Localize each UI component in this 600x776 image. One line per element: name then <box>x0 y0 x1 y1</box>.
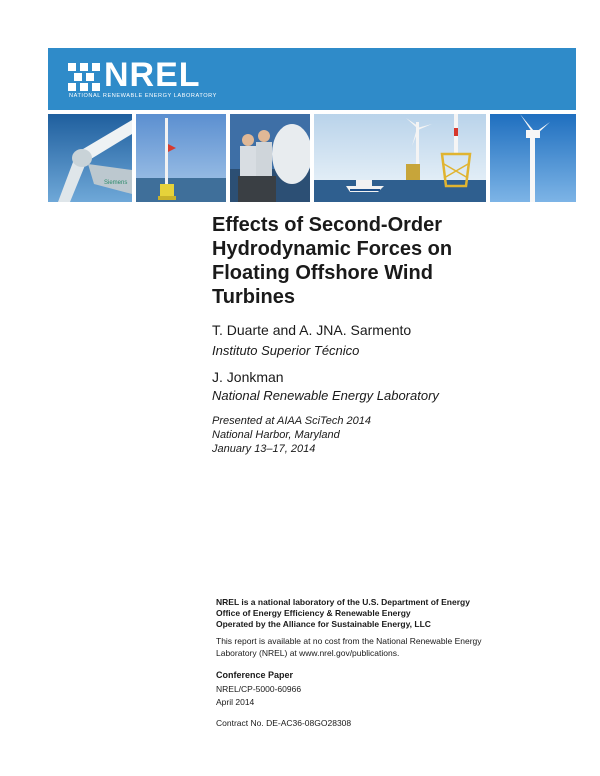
photo-workers <box>230 114 310 202</box>
contract-number: Contract No. DE-AC36-08GO28308 <box>216 718 352 728</box>
svg-text:Siemens: Siemens <box>104 180 128 186</box>
nrel-banner <box>48 48 576 110</box>
author-names: J. Jonkman <box>212 369 284 385</box>
lab-statement: Operated by the Alliance for Sustainable Energy, LLC <box>216 619 431 629</box>
nrel-logo <box>68 56 228 102</box>
lab-statement: Office of Energy Efficiency & Renewable Energy <box>216 608 411 618</box>
presentation-venue: Presented at AIAA SciTech 2014 <box>212 415 371 427</box>
paper-title: Effects of Second-Order Hydrodynamic Forces on Floating Offshore Wind Turbines <box>212 214 453 308</box>
nrel-logo-icon <box>68 63 100 91</box>
logo-subtitle: NATIONAL RENEWABLE ENERGY LABORATORY <box>69 93 217 99</box>
logo-wordmark: NREL <box>104 56 201 94</box>
presentation-location: National Harbor, Maryland <box>212 429 340 441</box>
publication-date: April 2014 <box>216 697 255 707</box>
photo-offshore-vessel <box>314 114 486 202</box>
author-names: T. Duarte and A. JNA. Sarmento <box>212 322 412 338</box>
author-affiliation: National Renewable Energy Laboratory <box>212 388 439 403</box>
report-number: NREL/CP-5000-60966 <box>216 684 302 694</box>
document-type: Conference Paper <box>216 670 294 680</box>
photo-turbine-nacelle <box>48 114 132 202</box>
photo-turbine-tower <box>490 114 576 202</box>
photo-met-tower <box>136 114 226 202</box>
lab-statement: NREL is a national laboratory of the U.S. Department of Energy <box>216 597 470 607</box>
availability-notice: Laboratory (NREL) at www.nrel.gov/publications. <box>216 648 400 658</box>
author-affiliation: Instituto Superior Técnico <box>212 343 360 358</box>
availability-notice: This report is available at no cost from the National Renewable Energy <box>216 636 482 646</box>
presentation-dates: January 13–17, 2014 <box>212 443 316 455</box>
